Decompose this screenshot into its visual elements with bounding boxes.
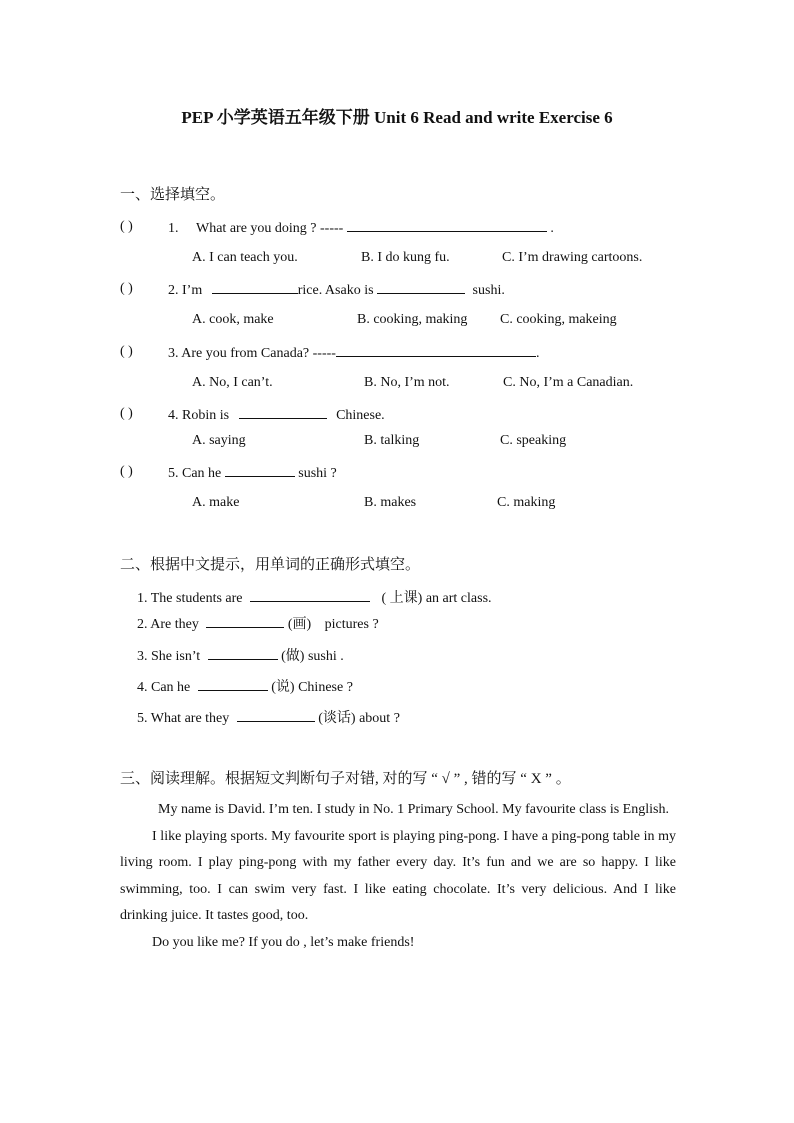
question-4 bbox=[168, 406, 385, 424]
answer-blank[interactable] bbox=[239, 406, 327, 419]
question-1-paren: ( ) bbox=[120, 219, 133, 234]
reading-passage bbox=[120, 797, 676, 956]
chinese-hint: (说) bbox=[271, 680, 295, 695]
answer-blank[interactable] bbox=[225, 464, 295, 477]
question-stem-mid: rice. Asako is bbox=[297, 283, 374, 298]
option-b: B. makes bbox=[364, 495, 417, 510]
answer-blank[interactable] bbox=[336, 344, 536, 357]
question-5-paren: ( ) bbox=[120, 464, 133, 479]
passage-paragraph: Do you like me? If you do , let’s make friends! bbox=[152, 934, 415, 950]
question-stem-end: . bbox=[535, 346, 540, 361]
question-stem: Can he bbox=[182, 466, 222, 481]
option-a: A. saying bbox=[192, 433, 246, 448]
question-stem-end: Chinese. bbox=[336, 408, 385, 423]
fill-item-text-end: pictures ? bbox=[324, 617, 379, 632]
question-number: 1. bbox=[168, 221, 179, 236]
section3-heading: 三、阅读理解。根据短文判断句子对错, 对的写 “ √ ” , 错的写 “ X ” 。 bbox=[120, 771, 571, 787]
option-c: C. speaking bbox=[500, 433, 567, 448]
option-c: C. cooking, makeing bbox=[500, 312, 617, 327]
question-stem: Robin is bbox=[182, 408, 230, 423]
passage-paragraph: I like playing sports. My favourite sport is playing ping-pong. I have a ping-pong table in my living room. I play ping-pong with my father every day. It’s fun and we are so happy. I like swimming, too. I can swim very fast. I like eating chocolate. It’s very delicious. And I like drinking juice. It tastes good, too. bbox=[120, 828, 676, 923]
question-stem-end: . bbox=[550, 221, 554, 236]
chinese-hint: (画) bbox=[287, 617, 312, 632]
fill-item-text-end: Chinese ? bbox=[298, 680, 353, 695]
option-a: A. I can teach you. bbox=[192, 250, 298, 265]
option-c: C. No, I’m a Canadian. bbox=[503, 375, 634, 390]
question-number: 4. bbox=[168, 408, 179, 423]
answer-blank[interactable] bbox=[212, 281, 298, 294]
fill-item-3 bbox=[137, 647, 344, 665]
option-a: A. make bbox=[192, 495, 240, 510]
question-stem: I’m bbox=[182, 283, 203, 298]
option-b: B. cooking, making bbox=[357, 312, 468, 327]
option-c: C. I’m drawing cartoons. bbox=[502, 250, 643, 265]
question-number: 5. bbox=[168, 466, 179, 481]
question-number: 2. bbox=[168, 283, 179, 298]
fill-item-text: 3. She isn’t bbox=[137, 649, 201, 664]
question-1 bbox=[168, 219, 554, 237]
chinese-hint: ( 上课) bbox=[381, 591, 423, 606]
section1-heading: 一、选择填空。 bbox=[120, 187, 226, 203]
fill-item-text-end: sushi . bbox=[307, 649, 344, 664]
fill-item-text: 5. What are they bbox=[137, 711, 230, 726]
chinese-hint: (做) bbox=[281, 649, 305, 664]
chinese-hint: (谈话) bbox=[318, 711, 356, 726]
fill-item-1 bbox=[137, 589, 492, 607]
option-c: C. making bbox=[497, 495, 556, 510]
question-4-paren: ( ) bbox=[120, 406, 133, 421]
fill-item-text: 4. Can he bbox=[137, 680, 191, 695]
fill-item-text-end: about ? bbox=[359, 711, 400, 726]
answer-blank[interactable] bbox=[206, 615, 284, 628]
answer-blank[interactable] bbox=[250, 589, 370, 602]
question-stem: Are you from Canada? ----- bbox=[181, 346, 336, 361]
question-stem-end: sushi ? bbox=[298, 466, 337, 481]
fill-item-text: 2. Are they bbox=[137, 617, 199, 632]
section2-heading: 二、根据中文提示，用单词的正确形式填空。 bbox=[120, 557, 421, 573]
question-stem-end: sushi. bbox=[472, 283, 505, 298]
question-number: 3. bbox=[168, 346, 179, 361]
answer-blank[interactable] bbox=[377, 281, 465, 294]
question-2-paren: ( ) bbox=[120, 281, 133, 296]
question-5 bbox=[168, 464, 337, 482]
fill-item-text-end: an art class. bbox=[425, 591, 492, 606]
question-2 bbox=[168, 281, 505, 299]
question-stem: What are you doing ? ----- bbox=[196, 221, 344, 236]
answer-blank[interactable] bbox=[198, 678, 268, 691]
option-b: B. I do kung fu. bbox=[361, 250, 450, 265]
answer-blank[interactable] bbox=[237, 709, 315, 722]
page-title: PEP 小学英语五年级下册 Unit 6 Read and write Exercise 6 bbox=[181, 108, 613, 127]
fill-item-text: 1. The students are bbox=[137, 591, 243, 606]
fill-item-4 bbox=[137, 678, 353, 696]
question-3-paren: ( ) bbox=[120, 344, 133, 359]
option-a: A. No, I can’t. bbox=[192, 375, 273, 390]
answer-blank[interactable] bbox=[347, 219, 547, 232]
passage-paragraph: My name is David. I’m ten. I study in No. 1 Primary School. My favourite class is English. bbox=[158, 802, 669, 817]
question-3 bbox=[168, 344, 539, 362]
answer-blank[interactable] bbox=[208, 647, 278, 660]
option-b: B. talking bbox=[364, 433, 420, 448]
fill-item-5 bbox=[137, 709, 400, 727]
option-a: A. cook, make bbox=[192, 312, 274, 327]
option-b: B. No, I’m not. bbox=[364, 375, 450, 390]
fill-item-2 bbox=[137, 615, 379, 633]
